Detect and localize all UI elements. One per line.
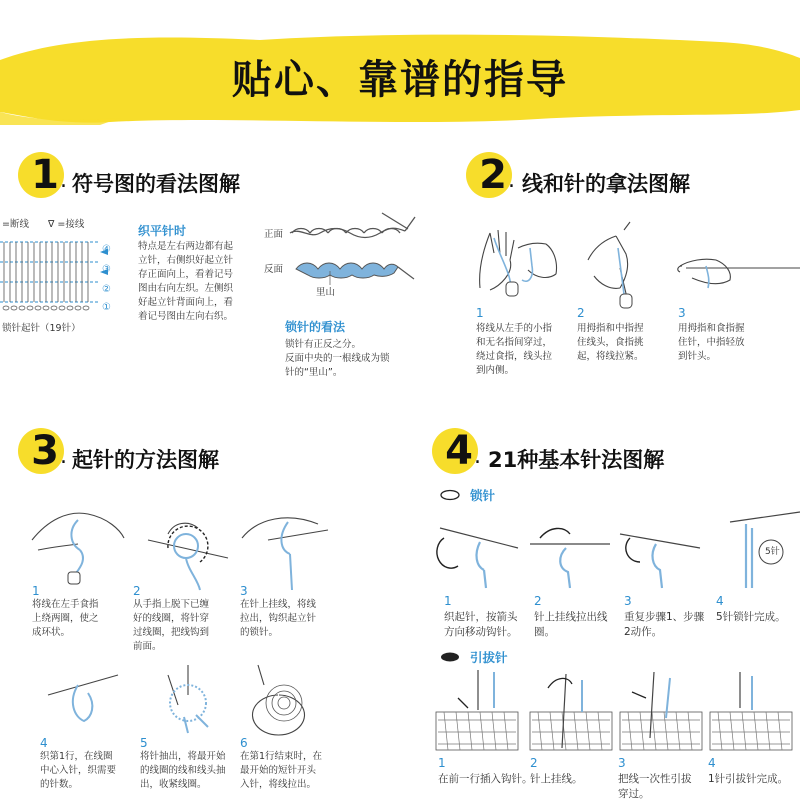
s3-step-6-text: 在第1行结束时，在 最开始的短针开头 入针，将线拉出。: [240, 751, 323, 790]
chain-symbol-icon: [440, 488, 462, 502]
chain-start-label: 锁针起针（19针）: [2, 323, 81, 334]
slip-step-2-text: 针上挂线。: [530, 773, 583, 785]
row-label-2: ②: [102, 284, 111, 295]
chain-count-label: 5针: [765, 547, 780, 557]
section-dot: .: [60, 444, 67, 469]
front-label: 正面: [264, 229, 284, 240]
chain-stitch-title: 锁针: [470, 488, 496, 503]
symbol-chart: [0, 232, 100, 316]
s3-step-1-text: 将线在左手食指 上绕两圈，使之 成环状。: [32, 599, 99, 638]
slip-step-1-num: 1: [438, 756, 446, 770]
chain-view-text: 锁针有正反之分。 反面中央的一根线成为锁 针的“里山”。: [285, 339, 390, 378]
section-4-number: 4: [445, 428, 473, 474]
section-dot: .: [60, 168, 67, 193]
chain-step-1-num: 1: [444, 594, 452, 608]
holding-illustrations: [470, 218, 800, 308]
slip-symbol-icon: [440, 650, 462, 664]
section-3-title: 起针的方法图解: [72, 448, 219, 472]
slip-stitch-title: 引拔针: [470, 650, 508, 665]
slip-step-2-num: 2: [530, 756, 538, 770]
s3-step-6-num: 6: [240, 736, 248, 750]
cast-on-illustrations-top: [28, 500, 348, 590]
section-dot: .: [474, 444, 481, 469]
slip-step-4-num: 4: [708, 756, 716, 770]
chain-step-2-num: 2: [534, 594, 542, 608]
section-2-title: 线和针的拿法图解: [522, 172, 690, 196]
page-title: 贴心、靠谱的指导: [232, 57, 568, 103]
s3-step-2-num: 2: [133, 584, 141, 598]
slip-step-4-text: 1针引拔针完成。: [708, 773, 789, 785]
chain-step-3-num: 3: [624, 594, 632, 608]
s3-step-2-text: 从手指上脱下已缠 好的线圈，将针穿 过线圈，把线钩到 前面。: [133, 599, 210, 652]
slip-step-3-text: 把线一次性引拔 穿过。: [618, 773, 692, 800]
s2-step-1-num: 1: [476, 306, 484, 320]
slip-stitch-illustrations: [434, 668, 800, 754]
s2-step-2-text: 用拇指和中指捏 住线头，食指挑 起，将线拉紧。: [577, 323, 644, 362]
section-1-title: 符号图的看法图解: [72, 172, 240, 196]
s3-step-3-text: 在针上挂线，将线 拉出，钩织起立针 的锁针。: [240, 599, 317, 638]
legend-break: =断线: [2, 219, 29, 230]
chain-illustration: [290, 205, 420, 295]
chain-view-title: 锁针的看法: [285, 320, 346, 334]
back-label: 反面: [264, 264, 284, 275]
chain-step-4-num: 4: [716, 594, 724, 608]
s3-step-5-text: 将针抽出，将最开始 的线圈的线和线头抽 出，收紧线圈。: [140, 751, 226, 790]
chain-step-2-text: 针上挂线拉出线圈。: [534, 611, 608, 638]
slip-step-3-num: 3: [618, 756, 626, 770]
s3-step-3-num: 3: [240, 584, 248, 598]
row-label-1: ①: [102, 302, 111, 313]
s2-step-3-num: 3: [678, 306, 686, 320]
row-label-4: ④: [102, 244, 111, 255]
s2-step-2-num: 2: [577, 306, 585, 320]
section-4-title: 21种基本针法图解: [488, 448, 665, 472]
cast-on-illustrations-bottom: [38, 655, 338, 735]
legend-join: ∇ =接线: [48, 219, 85, 230]
section-2-number: 2: [479, 152, 507, 198]
s3-step-4-num: 4: [40, 736, 48, 750]
s3-step-1-num: 1: [32, 584, 40, 598]
chain-step-3-text: 重复步骤1、步骤 2动作。: [624, 611, 705, 638]
flat-title: 织平针时: [138, 224, 187, 238]
row-label-3: ③: [102, 264, 111, 275]
section-1-number: 1: [31, 152, 59, 198]
chain-stitch-illustrations: [430, 508, 800, 590]
flat-text: 特点是左右两边都有起 立针，右侧织好起立针 存正面向上，看着记号 图由右向左织。左侧织 好起立针背面向上，看 着记号图由左向右织。: [138, 241, 234, 322]
chain-step-1-text: 织起针，按箭头 方向移动钩针。: [444, 611, 518, 638]
section-3-number: 3: [31, 428, 59, 474]
s2-step-1-text: 将线从左手的小指 和无名指间穿过， 绕过食指，线头拉 到内侧。: [476, 323, 553, 376]
slip-step-1-text: 在前一行插入钩针。: [438, 773, 533, 785]
chain-step-4-text: 5针锁针完成。: [716, 611, 786, 623]
lishan-label: 里山: [316, 287, 336, 298]
s2-step-3-text: 用拇指和食指握 住针，中指轻放 到针头。: [678, 323, 745, 362]
section-dot: .: [508, 168, 515, 193]
s3-step-5-num: 5: [140, 736, 148, 750]
s3-step-4-text: 织第1行，在线圈 中心入针，织需要 的针数。: [40, 751, 117, 790]
